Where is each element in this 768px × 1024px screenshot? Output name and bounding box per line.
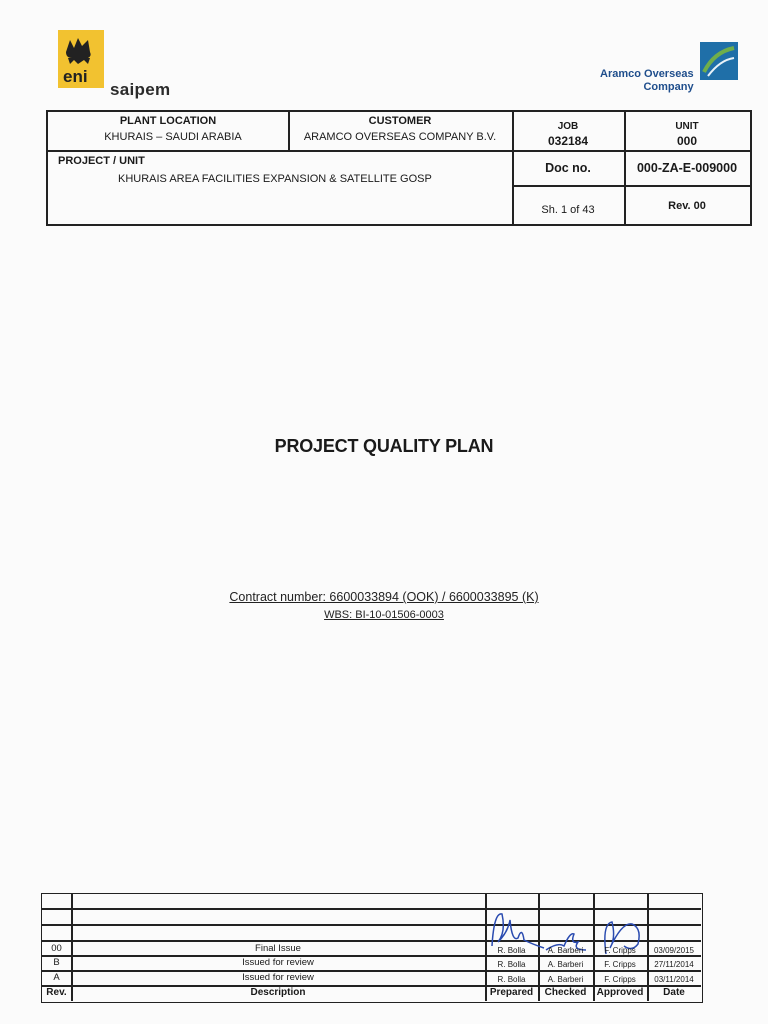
wbs-code: WBS: BI-10-01506-0003 bbox=[324, 609, 444, 621]
approved-column-header: Approved bbox=[596, 987, 644, 998]
sheet-number: Sh. 1 of 43 bbox=[541, 204, 595, 216]
revision-row-prepared: R. Bolla bbox=[497, 946, 526, 955]
revision-row-approved: F. Cripps bbox=[604, 975, 636, 984]
unit-value: 000 bbox=[676, 134, 698, 148]
revision-row-description: Issued for review bbox=[242, 957, 314, 968]
date-column-header: Date bbox=[663, 987, 685, 998]
customer-value: ARAMCO OVERSEAS COMPANY B.V. bbox=[303, 131, 497, 143]
document-title: PROJECT QUALITY PLAN bbox=[274, 436, 494, 456]
prepared-column-header: Prepared bbox=[489, 987, 534, 998]
unit-label: UNIT bbox=[675, 121, 699, 132]
plant-location-label: PLANT LOCATION bbox=[119, 115, 217, 127]
revision-row-date: 03/09/2015 bbox=[653, 946, 695, 955]
doc-no-label: Doc no. bbox=[545, 161, 591, 175]
customer-label: CUSTOMER bbox=[368, 115, 432, 127]
saipem-logo: saipem bbox=[110, 80, 171, 99]
rev-column-header: Rev. bbox=[46, 987, 67, 998]
project-label: PROJECT / UNIT bbox=[58, 155, 145, 167]
revision-row-rev: A bbox=[53, 972, 60, 983]
aramco-logo-icon bbox=[700, 42, 738, 80]
revision-row-checked: A. Barberi bbox=[547, 975, 584, 984]
revision-row-prepared: R. Bolla bbox=[497, 960, 526, 969]
revision-table bbox=[41, 893, 703, 1003]
job-label: JOB bbox=[557, 121, 579, 132]
revision-number: Rev. 00 bbox=[668, 200, 706, 212]
revision-row-checked: A. Barberi bbox=[547, 946, 584, 955]
aramco-line2: Company bbox=[643, 81, 694, 93]
eni-logo bbox=[58, 30, 104, 88]
revision-row-approved: F. Cripps bbox=[604, 960, 636, 969]
description-column-header: Description bbox=[250, 987, 306, 998]
eni-wordmark: eni bbox=[63, 67, 88, 86]
aramco-line1: Aramco Overseas bbox=[600, 68, 694, 80]
revision-row-date: 27/11/2014 bbox=[654, 960, 694, 969]
revision-row-rev: B bbox=[53, 957, 60, 968]
doc-no-value: 000-ZA-E-009000 bbox=[636, 161, 738, 175]
revision-row-date: 03/11/2014 bbox=[654, 975, 694, 984]
project-value: KHURAIS AREA FACILITIES EXPANSION & SATELLITE GOSP bbox=[118, 173, 432, 185]
plant-location-value: KHURAIS – SAUDI ARABIA bbox=[104, 131, 242, 143]
revision-row-rev: 00 bbox=[51, 943, 62, 954]
divider bbox=[512, 185, 750, 187]
checked-column-header: Checked bbox=[544, 987, 587, 998]
revision-row-approved: F. Cripps bbox=[604, 946, 636, 955]
revision-row-prepared: R. Bolla bbox=[497, 975, 526, 984]
aramco-wordmark bbox=[600, 68, 694, 94]
revision-row-checked: A. Barberi bbox=[547, 960, 584, 969]
divider bbox=[48, 150, 750, 152]
document-header-table bbox=[46, 110, 752, 226]
revision-row-description: Issued for review bbox=[242, 972, 314, 983]
job-value: 032184 bbox=[547, 134, 589, 148]
contract-number: Contract number: 6600033894 (OOK) / 6600033895 (K) bbox=[229, 590, 539, 604]
revision-row-description: Final Issue bbox=[255, 943, 301, 954]
